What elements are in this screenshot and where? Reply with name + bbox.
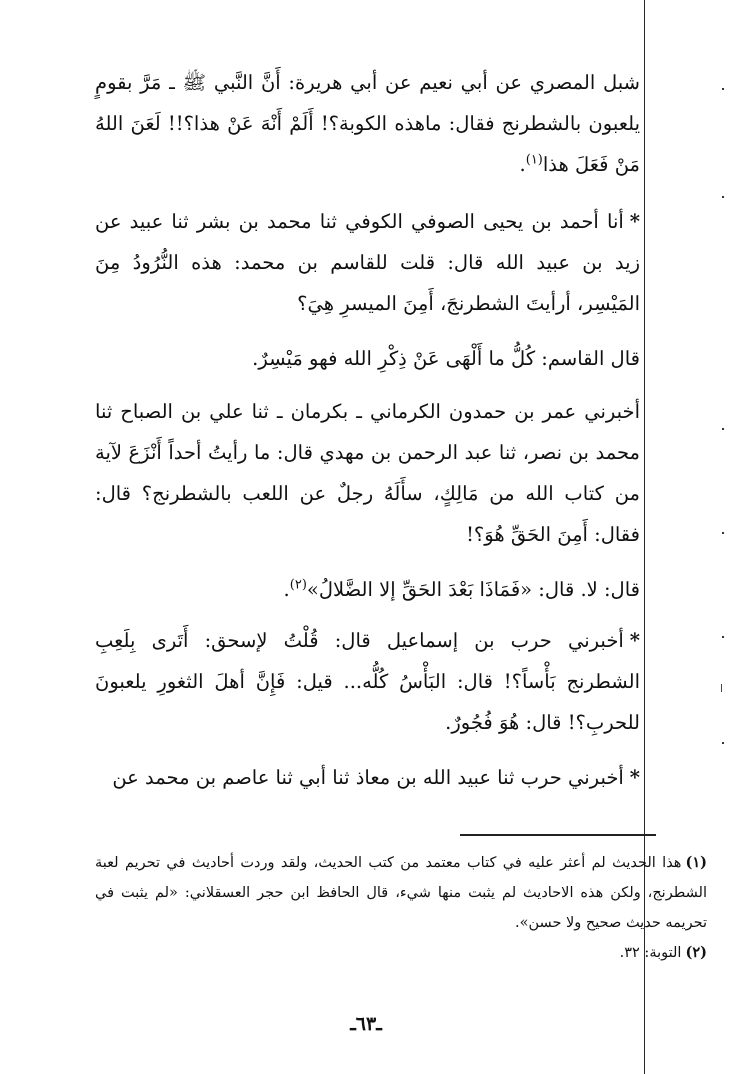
star-marker: * (629, 210, 640, 233)
footnote-ref: (١) (525, 152, 543, 168)
footnote-ref: (٢) (289, 577, 307, 593)
footnote-separator (460, 834, 656, 836)
paragraph: أخبرني عمر بن حمدون الكرماني ـ بكرمان ـ ثنا علي بن الصباح ثنا محمد بن نصر، ثنا عبد الرحمن بن مهدي قال: ما رأيتُ أحداً أَنْزَعَ لآية من كتاب الله من مَالِكٍ، سأَلَهُ رجلٌ عن اللعب بالشطرنج؟ قال: فقال: أَمِنَ الحَقِّ هُوَ؟! (95, 400, 640, 546)
margin-mark (722, 636, 724, 638)
footnote (95, 938, 707, 968)
star-marker: * (629, 629, 640, 652)
footnote-text: التوبة: ٣٢. (619, 945, 682, 961)
footnotes (95, 848, 707, 968)
footnote (95, 848, 707, 938)
paragraph: *أخبرني حرب ثنا عبيد الله بن معاذ ثنا أبي ثنا عاصم بن محمد عن (112, 766, 640, 789)
page-number: ـ٦٣ـ (350, 1013, 382, 1035)
margin-mark (722, 428, 724, 430)
main-text (95, 62, 640, 810)
paragraph: شبل المصري عن أبي نعيم عن أبي هريرة: أَنَّ النَّبي ﷺ ـ مَرَّ بقومٍ يلعبون بالشطرنج فقال: ماهذه الكوبة؟! أَلَمْ أَنْهَ عَنْ هذا؟!! لَعَنَ اللهُ مَنْ فَعَلَ هذا$^{(١)}$. (95, 71, 640, 176)
footnote-number: (١) (685, 854, 707, 871)
margin-mark (722, 742, 724, 744)
margin-mark (722, 196, 724, 198)
margin-mark (722, 88, 724, 90)
paragraph: *أنا أحمد بن يحيى الصوفي الكوفي ثنا محمد بن بشر ثنا عبيد عن زيد بن عبيد الله قال: قلت للقاسم بن محمد: هذه النُّرُودُ مِنَ المَيْسِر، أرأيتَ الشطرنجَ، أَمِنَ الميسرِ هِيَ؟ (95, 210, 640, 315)
footnote-text: هذا الحديث لم أعثر عليه في كتاب معتمد من كتب الحديث، ولقد وردت أحاديث في تحريم لعبة الشطرنج، ولكن هذه الاحاديث لم يثبت منها شيء، قال الحافظ ابن حجر العسقلاني: «لم يثبت في تحريمه حديث صحيح ولا حسن». (95, 855, 707, 931)
margin-mark (721, 684, 722, 692)
margin-mark (722, 532, 724, 534)
paragraph: قال: لا. قال: «فَمَاذَا بَعْدَ الحَقِّ إلا الضَّلالُ»$^{(٢)}$. (283, 577, 640, 601)
footnote-number: (٢) (685, 944, 707, 961)
star-marker: * (629, 766, 640, 789)
paragraph: قال القاسم: كُلُّ ما أَلْهَى عَنْ ذِكْرِ الله فهو مَيْسِرٌ. (252, 347, 640, 370)
paragraph: *أخبرني حرب بن إسماعيل قال: قُلْتُ لإسحق: أَتَرى بِلَعِبِ الشطرنج بَأْساً؟! قال: البَأْسُ كُلُّه... قيل: فَإِنَّ أهلَ الثغورِ يلعبونَ للحربِ؟! قال: هُوَ فُجُورٌ. (95, 629, 640, 734)
